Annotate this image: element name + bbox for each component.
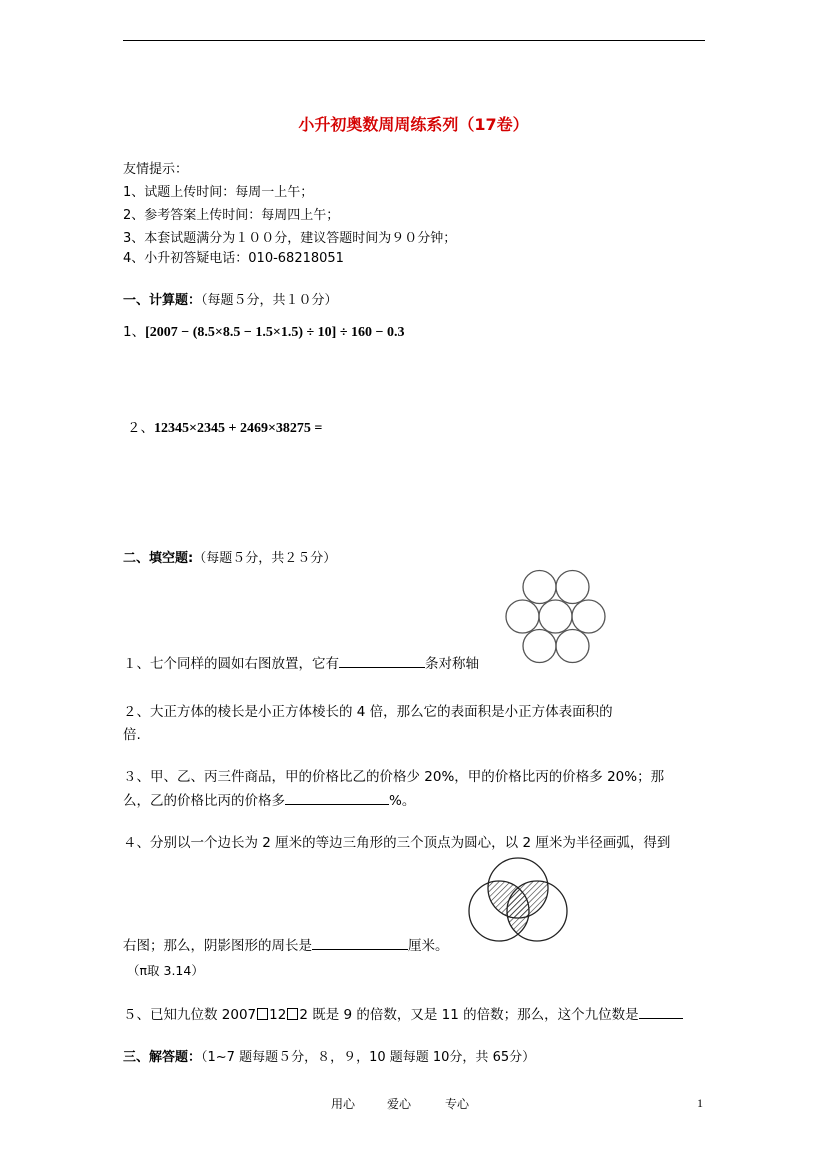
question-text: 条对称轴 [425,656,479,672]
fill-question-3-line-1: ３、甲、乙、丙三件商品，甲的价格比乙的价格少 20%，甲的价格比丙的价格多 20%；那 [123,769,665,785]
tip-item: 4、小升初答疑电话：010-68218051 [123,251,344,266]
section-1-heading [123,289,338,308]
question-text: １、七个同样的圆如右图放置，它有 [123,656,339,672]
fill-question-2-line-2: 倍. [123,727,141,743]
section-3-note: （1~7 题每题５分，８，９，10 题每题 10分，共 65分） [201,1050,536,1065]
question-text: 么，乙的价格比丙的价格多 [123,793,285,809]
footer-word: 专心 [445,1097,470,1111]
section-2-note: （每题５分，共２５分） [193,551,337,566]
section-2-heading [123,547,336,566]
digit-box[interactable] [257,1008,268,1020]
math-expression: 12345×2345 + 2469×38275 = [154,421,323,436]
question-text: ５、已知九位数 2007 [123,1007,257,1023]
calc-question-1 [123,320,405,341]
document-title: 小升初奥数周周练系列（17卷） [298,115,529,134]
question-text: 2 既是 9 的倍数，又是 11 的倍数；那么，这个九位数是 [299,1007,639,1023]
answer-blank[interactable] [285,790,389,805]
tip-item: 3、本套试题满分为１００分，建议答题时间为９０分钟； [123,231,457,246]
fill-question-2-line-1: ２、大正方体的棱长是小正方体棱长的 4 倍，那么它的表面积是小正方体表面积的 [123,704,613,720]
footer-word: 用心 [331,1097,356,1111]
tips-heading: 友情提示： [123,162,189,177]
footer-word: 爱心 [387,1097,412,1111]
question-text: %。 [389,793,416,809]
question-number: 1、 [123,324,146,340]
math-expression: [2007 − (8.5×8.5 − 1.5×1.5) ÷ 10] ÷ 160 − 0.3 [145,325,405,340]
section-1-note: （每题５分，共１０分） [201,293,338,308]
answer-blank[interactable] [312,935,408,950]
fill-question-3-line-2 [123,789,415,809]
answer-blank[interactable] [339,653,425,668]
calc-question-2 [127,416,322,437]
fill-question-4-line-2 [123,934,449,954]
digit-box[interactable] [287,1008,298,1020]
question-text: 厘米。 [408,938,449,954]
section-3-heading [123,1046,535,1065]
answer-blank[interactable] [639,1004,683,1019]
tip-item: 1、试题上传时间：每周一上午； [123,185,314,200]
fill-question-1 [123,652,479,672]
tip-item: 2、参考答案上传时间：每周四上午； [123,208,340,223]
section-2-title: 二、填空题: [123,551,194,566]
question-number: ２、 [127,420,154,436]
three-arcs-figure [466,852,570,942]
question-text: 右图；那么，阴影图形的周长是 [123,938,312,954]
section-1-title: 一、计算题： [123,293,202,308]
fill-question-5 [123,1003,683,1023]
header-rule [123,40,705,41]
page-number: 1 [697,1096,703,1110]
question-text: 12 [269,1007,287,1023]
pi-note: （π取 3.14） [127,963,204,978]
section-3-title: 三、解答题： [123,1050,202,1065]
fill-question-4-line-1: ４、分别以一个边长为 2 厘米的等边三角形的三个顶点为圆心，以 2 厘米为半径画弧，得到 [123,835,671,851]
seven-circles-figure [503,570,607,664]
